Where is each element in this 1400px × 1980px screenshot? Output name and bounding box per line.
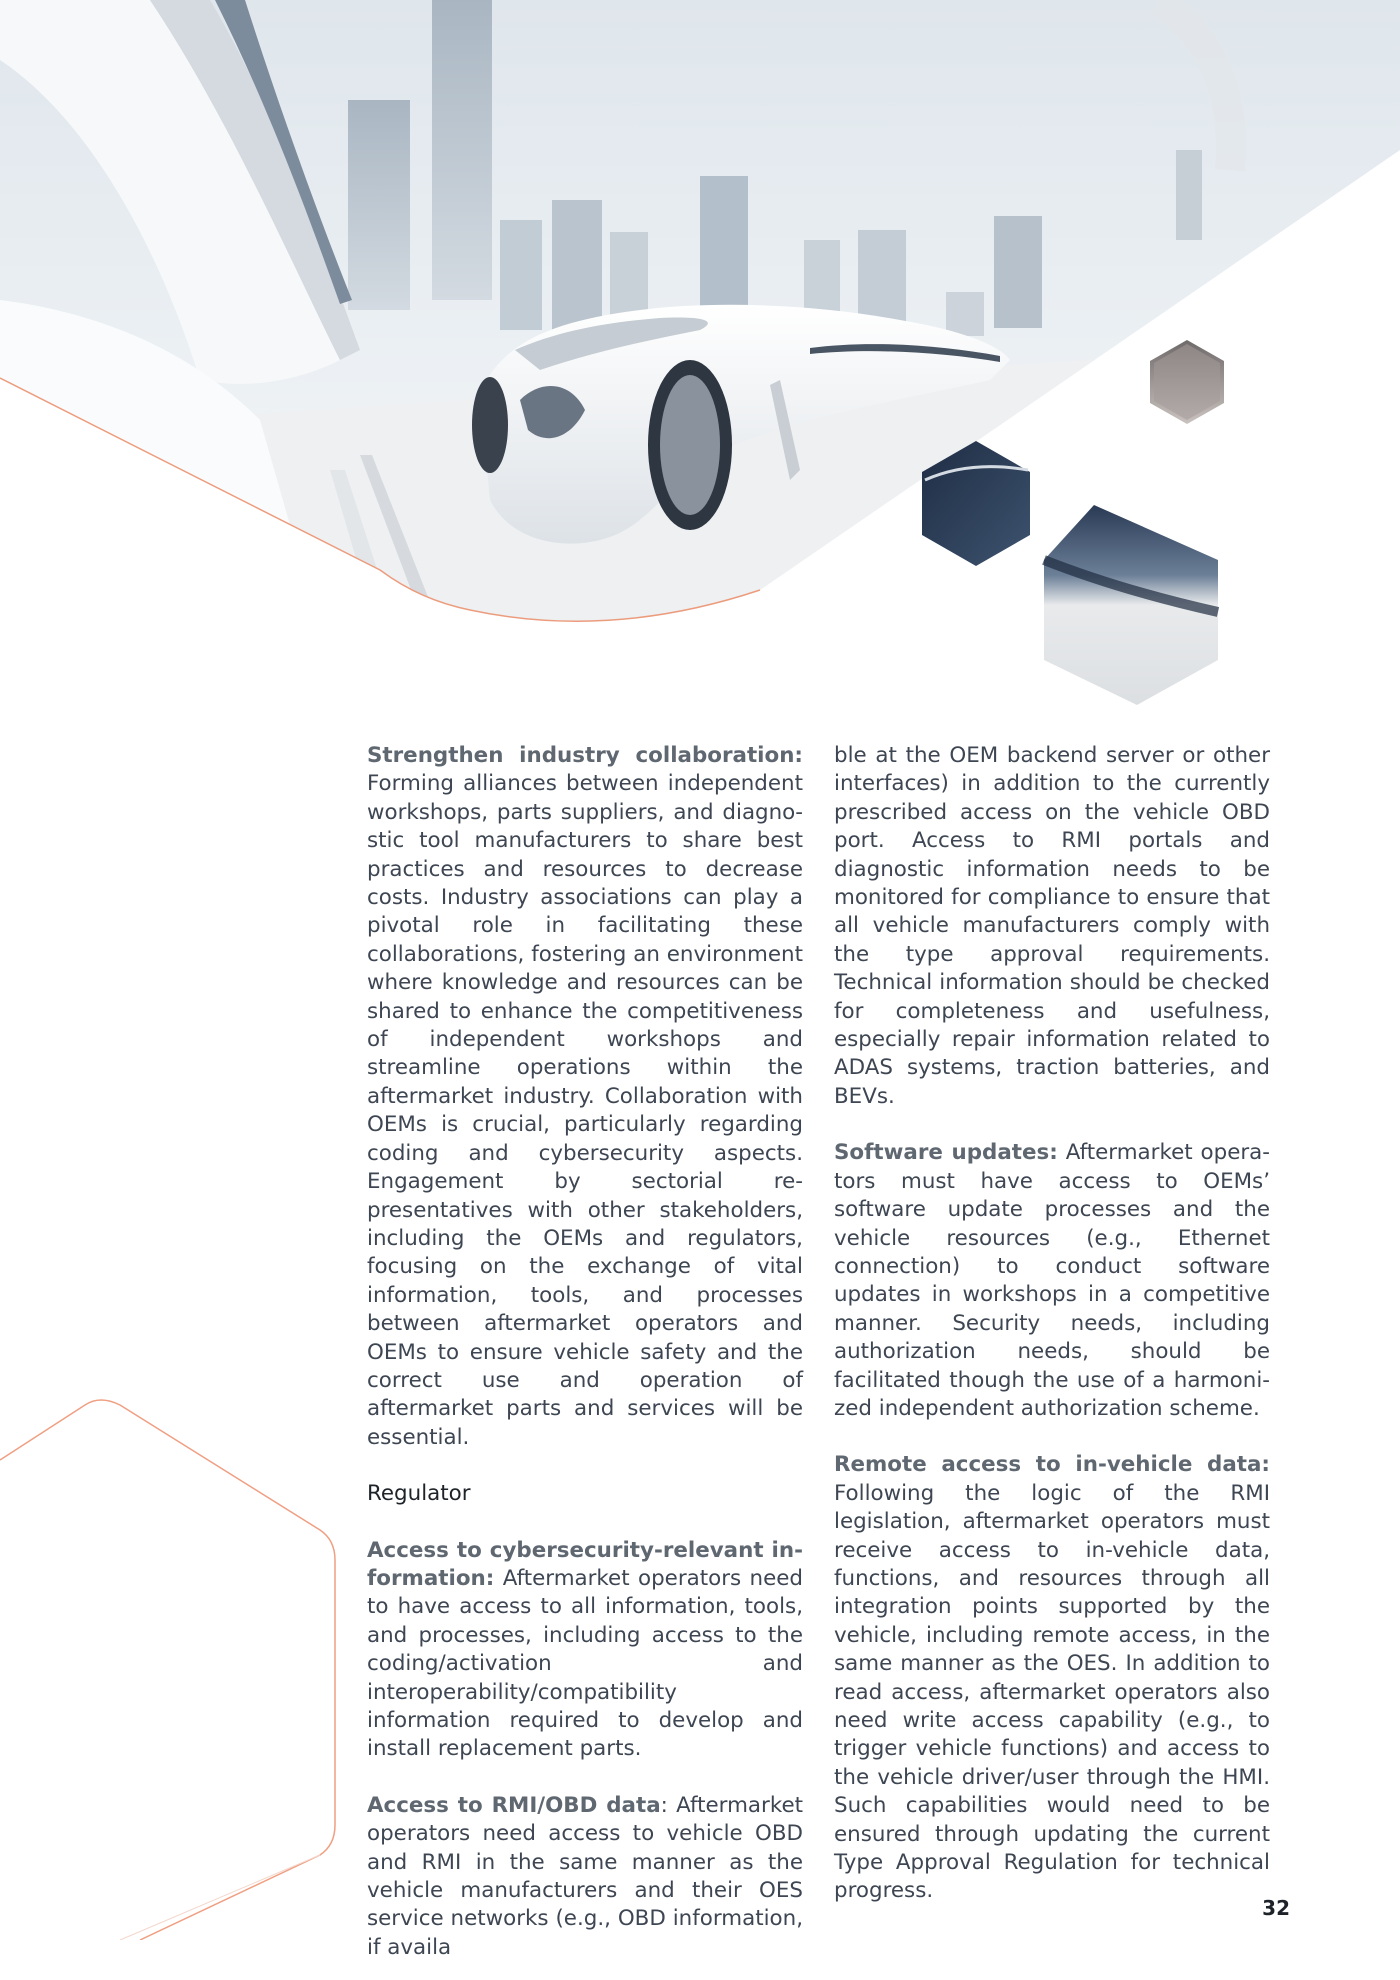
lead-rmi-obd: Access to RMI/OBD data: [367, 1792, 661, 1818]
paragraph-cybersecurity-info: [367, 1537, 803, 1764]
lead-remote-access: Remote access to in-vehicle data:: [834, 1452, 1270, 1478]
text-remote-access: Following the logic of the RMI legislation, aftermarket operators must receive access to in-vehicle data, functions, and resources through all integration points supported by the vehicle, including remote access, in the same manner as the OES. In addition to read access, aftermarket operators also need write access capability (e.g., to trigger vehicle functions) and access to the vehicle driver/user through the HMI. Such capabilities would need to be ensured through updating the current Type Approval Regulation for technical progress.: [834, 1480, 1270, 1904]
lead-industry-collaboration: Strengthen industry collaboration:: [367, 743, 803, 768]
page-number: 32: [1262, 1896, 1290, 1920]
lead-software-updates: Software updates:: [834, 1140, 1058, 1166]
decorative-hexagon-outline: [0, 1380, 400, 1940]
subheading-regulator: Regulator: [367, 1481, 471, 1507]
paragraph-industry-collaboration: [367, 742, 803, 1452]
lead-cybersecurity-info: Access to cybersecurity-relevant information:: [367, 1537, 803, 1591]
text-software-updates: Aftermarket operators must have access to OEMs’ software update processes and the vehicle resources (e.g., Ethernet connection) to conduct software updates in workshops in a competitive manner. Security needs, including authorization needs, should be facilitated though the use of a harmonized independent authorization scheme.: [834, 1140, 1270, 1421]
paragraph-remote-access: [834, 1451, 1270, 1906]
text-rmi-obd: : Aftermarket operators need access to vehicle OBD and RMI in the same manner as the vehicle manufacturers and their OES service networks (e.g., OBD information, if availa: [367, 1792, 803, 1960]
paragraph-rmi-obd-continued: ble at the OEM backend server or other interfaces) in addition to the currently prescribed access on the vehicle OBD port. Access to RMI portals and diagnostic information needs to be monitored for compliance to ensure that all vehicle manufacturers comply with the type approval requirements. Technical information should be checked for completeness and usefulness, especially repair information related to ADAS systems, traction batteries, and BEVs.: [834, 743, 1270, 1109]
hero-image: [0, 0, 1400, 720]
text-industry-collaboration: Forming alliances between independent workshops, parts suppliers, and diagnostic tool manufacturers to share best practices and resources to decrease costs. Industry associations can play a pivotal role in facilitating these collaborations, fostering an environment where knowledge and resources can be shared to enhance the competitiveness of independent workshops and streamline operations within the aftermarket industry. Collaboration with OEMs is crucial, particularly regarding coding and cybersecurity aspects. Engagement by sectorial representatives with other stakeholders, including the OEMs and regulators, focusing on the exchange of vital information, tools, and processes between aftermarket operators and OEMs to ensure vehicle safety and the correct use and operation of aftermarket parts and services will be essential.: [367, 771, 803, 1450]
right-column: [834, 742, 1270, 1906]
text-cybersecurity-info: Aftermarket operators need to have access to all information, tools, and processes, including access to the coding/activation and interoperability/compatibility information required to develop and install replacement parts.: [367, 1565, 803, 1762]
paragraph-software-updates: [834, 1139, 1270, 1423]
paragraph-rmi-obd: [367, 1792, 803, 1962]
left-column: [367, 742, 803, 1962]
